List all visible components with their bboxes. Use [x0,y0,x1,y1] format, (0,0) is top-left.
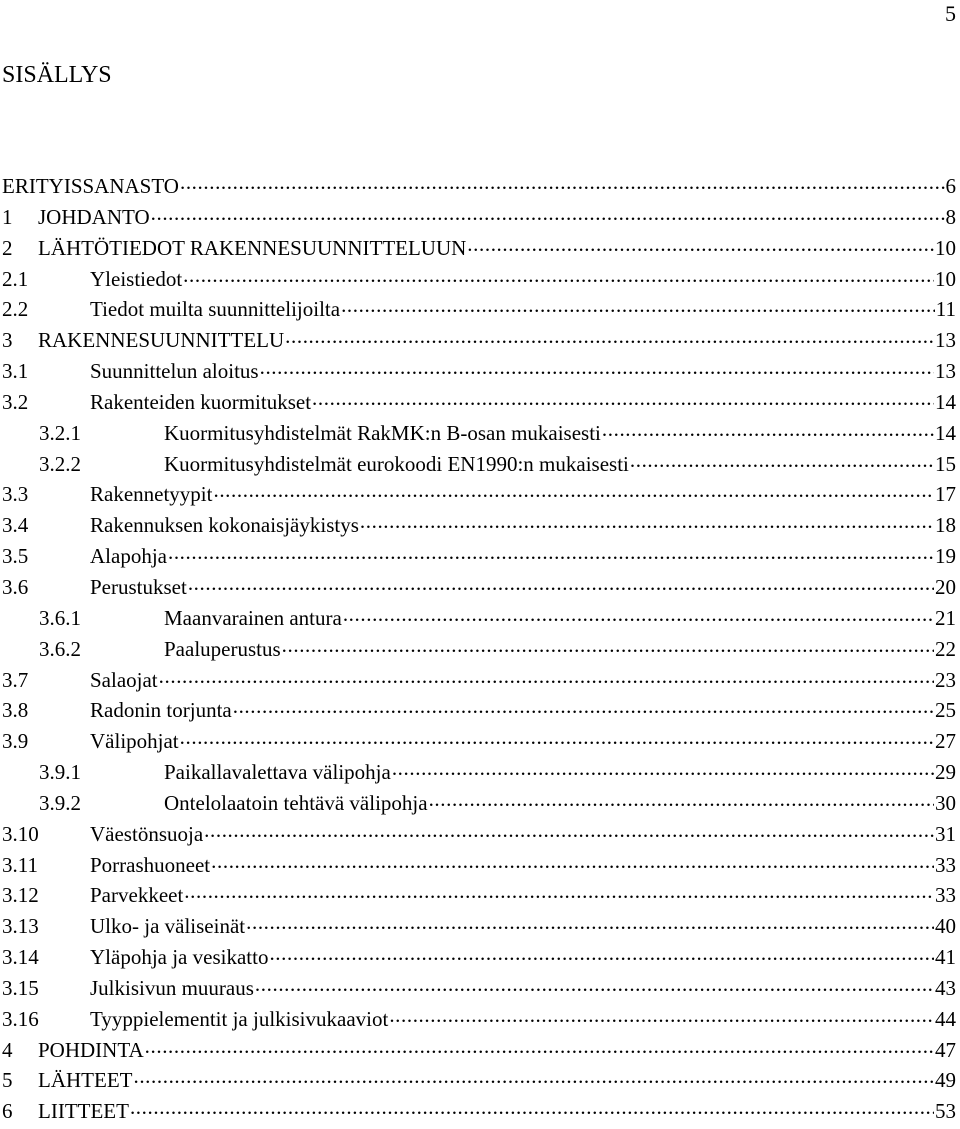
toc-entry-page: 6 [945,174,956,198]
toc-dot-leader [145,1035,934,1057]
toc-dot-leader [343,603,934,625]
toc-entry[interactable] [0,294,958,325]
toc-entry-number: 2.2 [2,297,29,322]
toc-entry-title: JOHDANTO [38,204,150,229]
toc-dot-leader [312,387,934,409]
toc-entry-number: 3.7 [2,667,29,692]
toc-dot-leader [269,942,934,964]
toc-entry[interactable] [0,757,958,788]
toc-entry-number: 3.10 [2,821,39,846]
toc-entry[interactable] [0,819,958,850]
toc-entry-title: POHDINTA [38,1037,144,1062]
toc-entry[interactable] [0,726,958,757]
toc-dot-leader [602,418,934,440]
toc-dot-leader [630,449,934,471]
toc-entry[interactable] [0,202,958,233]
toc-entry-title: Ontelolaatoin tehtävä välipohja [164,790,428,815]
toc-dot-leader [260,356,934,378]
toc-entry-page: 15 [935,451,956,476]
toc-entry-title: Väestönsuoja [90,821,204,846]
toc-dot-leader [255,973,934,995]
toc-entry-number: 3.4 [2,513,29,538]
table-of-contents [0,171,958,1127]
toc-entry[interactable] [0,449,958,480]
toc-dot-leader [188,572,934,594]
toc-entry-number: 3.1 [2,359,29,384]
toc-dot-leader [168,541,934,563]
toc-dot-leader [429,788,934,810]
toc-entry-title: Alapohja [90,544,167,569]
toc-entry[interactable] [0,1004,958,1035]
toc-dot-leader [151,202,945,224]
toc-entry-title: Rakennetyypit [90,482,213,507]
toc-title: SISÄLLYS [2,62,112,88]
toc-entry-title: Yleistiedot [90,266,183,291]
toc-entry-number: 6 [2,1099,13,1124]
toc-entry-number: 3.6 [2,574,29,599]
toc-entry-title: RAKENNESUUNNITTELU [38,328,285,353]
toc-entry-title: Salaojat [90,667,158,692]
toc-entry[interactable] [0,418,958,449]
toc-entry[interactable] [0,603,958,634]
toc-entry-page: 13 [935,359,956,384]
toc-entry-page: 19 [935,544,956,569]
toc-entry-title: Radonin torjunta [90,698,232,723]
toc-dot-leader [285,325,934,347]
page-number: 5 [945,1,956,26]
toc-dot-leader [392,757,934,779]
toc-entry-page: 10 [935,266,956,291]
toc-dot-leader [246,911,934,933]
toc-entry-number: 3.13 [2,914,39,939]
toc-entry[interactable] [0,541,958,572]
toc-entry-number: 2 [2,235,13,260]
toc-dot-leader [211,850,934,872]
toc-entry[interactable] [0,942,958,973]
toc-entry-number: 3.5 [2,544,29,569]
toc-entry-title: LIITTEET [38,1099,129,1124]
toc-entry-page: 25 [935,698,956,723]
toc-entry[interactable] [0,850,958,881]
toc-entry-title: Perustukset [90,574,187,599]
toc-entry-page: 44 [935,1006,956,1031]
toc-entry[interactable] [0,788,958,819]
toc-entry-page: 14 [935,389,956,414]
toc-entry[interactable] [0,665,958,696]
toc-entry-page: 21 [935,605,956,630]
toc-entry-page: 13 [935,328,956,353]
toc-entry-title: Välipohjat [90,729,179,754]
toc-entry[interactable] [0,264,958,295]
toc-entry-page: 17 [935,482,956,507]
toc-entry[interactable] [0,911,958,942]
toc-entry-page: 31 [935,821,956,846]
toc-entry-number: 3 [2,328,13,353]
toc-entry-number: 3.9.1 [39,760,81,785]
toc-dot-leader [360,510,934,532]
toc-entry-page: 30 [935,790,956,815]
toc-entry-number: 3.2.2 [39,451,81,476]
toc-entry-number: 3.2.1 [39,420,81,445]
toc-entry-number: 3.9.2 [39,790,81,815]
toc-entry-number: 1 [2,204,13,229]
toc-entry[interactable] [0,510,958,541]
toc-dot-leader [341,294,935,316]
toc-entry-number: 5 [2,1068,13,1093]
toc-entry-title: Maanvarainen antura [164,605,342,630]
toc-entry-page: 8 [945,204,956,229]
toc-entry-title: ERITYISSANASTO [2,174,179,198]
toc-dot-leader [233,695,934,717]
toc-entry-page: 47 [935,1037,956,1062]
toc-entry[interactable] [0,880,958,911]
toc-entry-title: Tyyppielementit ja julkisivukaaviot [90,1006,389,1031]
toc-entry-page: 23 [935,667,956,692]
toc-dot-leader [183,264,934,286]
toc-entry-number: 2.1 [2,266,29,291]
toc-entry[interactable] [0,233,958,264]
toc-entry-number: 3.9 [2,729,29,754]
toc-dot-leader [133,1065,934,1087]
toc-entry[interactable] [0,572,958,603]
toc-entry[interactable] [0,171,958,202]
toc-entry-title: Yläpohja ja vesikatto [90,945,269,970]
toc-entry-title: LÄHTEET [38,1068,133,1093]
toc-entry-number: 3.14 [2,945,39,970]
toc-entry-number: 3.2 [2,389,29,414]
toc-dot-leader [213,479,934,501]
toc-entry[interactable] [0,634,958,665]
toc-dot-leader [467,233,934,255]
toc-entry-title: Julkisivun muuraus [90,975,254,1000]
toc-entry-title: Paaluperustus [164,636,281,661]
toc-dot-leader [130,1096,934,1118]
toc-entry-page: 27 [935,729,956,754]
toc-entry[interactable] [0,1096,958,1127]
toc-entry-title: Kuormitusyhdistelmät RakMK:n B-osan mukaisesti [164,420,601,445]
toc-entry[interactable] [0,1035,958,1066]
toc-dot-leader [389,1004,934,1026]
toc-entry-number: 3.12 [2,883,39,908]
toc-entry-page: 40 [935,914,956,939]
toc-entry[interactable] [0,973,958,1004]
toc-entry-page: 53 [935,1099,956,1124]
toc-entry[interactable] [0,479,958,510]
toc-entry-title: Ulko- ja väliseinät [90,914,246,939]
toc-entry-page: 33 [935,852,956,877]
toc-entry-title: Paikallavalettava välipohja [164,760,391,785]
toc-entry-page: 29 [935,760,956,785]
toc-entry[interactable] [0,1065,958,1096]
toc-entry-title: Suunnittelun aloitus [90,359,259,384]
toc-entry-number: 4 [2,1037,13,1062]
toc-entry-number: 3.6.1 [39,605,81,630]
toc-dot-leader [180,726,934,748]
toc-dot-leader [282,634,934,656]
toc-entry[interactable] [0,325,958,356]
toc-entry-title: Parvekkeet [90,883,184,908]
toc-entry-page: 11 [935,297,956,322]
toc-entry-page: 41 [935,945,956,970]
toc-entry-title: Kuormitusyhdistelmät eurokoodi EN1990:n mukaisesti [164,451,629,476]
toc-entry[interactable] [0,695,958,726]
toc-entry-number: 3.16 [2,1006,39,1031]
toc-entry-title: LÄHTÖTIEDOT RAKENNESUUNNITTELUUN [38,235,467,260]
toc-entry-page: 33 [935,883,956,908]
toc-dot-leader [184,880,934,902]
toc-entry-title: Rakennuksen kokonaisjäykistys [90,513,359,538]
toc-entry-title: Rakenteiden kuormitukset [90,389,312,414]
toc-entry-page: 22 [935,636,956,661]
toc-entry-number: 3.6.2 [39,636,81,661]
toc-entry-number: 3.3 [2,482,29,507]
toc-entry-title: Porrashuoneet [90,852,211,877]
toc-entry-page: 20 [935,574,956,599]
toc-entry-number: 3.15 [2,975,39,1000]
toc-entry-page: 14 [935,420,956,445]
toc-entry-page: 49 [935,1068,956,1093]
toc-entry-title: Tiedot muilta suunnittelijoilta [90,297,341,322]
toc-entry-number: 3.8 [2,698,29,723]
toc-entry-page: 43 [935,975,956,1000]
toc-entry[interactable] [0,356,958,387]
toc-entry-page: 18 [935,513,956,538]
toc-entry-number: 3.11 [2,852,38,877]
toc-dot-leader [159,665,934,687]
toc-dot-leader [204,819,934,841]
toc-dot-leader [180,171,945,193]
toc-entry[interactable] [0,387,958,418]
toc-entry-page: 10 [935,235,956,260]
